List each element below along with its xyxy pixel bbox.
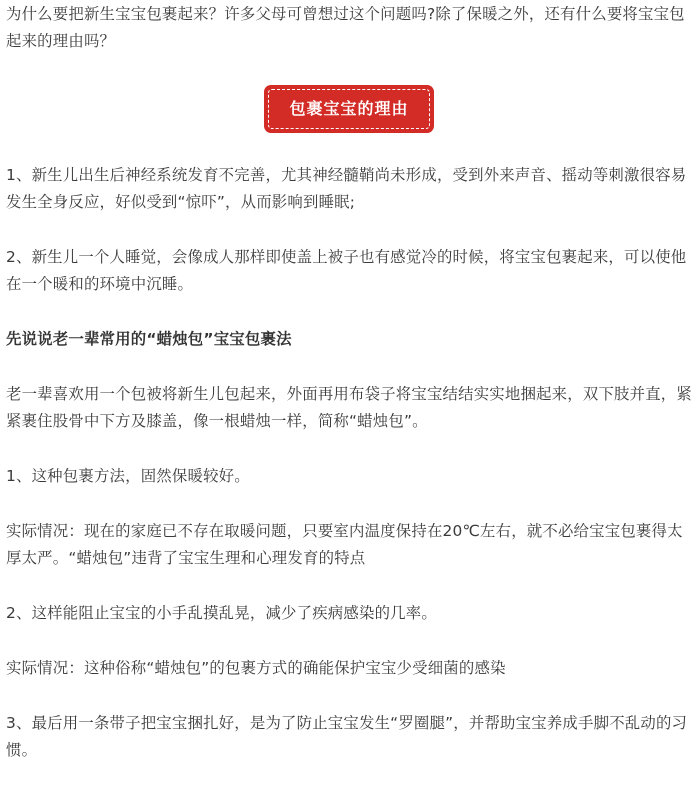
- intro-paragraph: 为什么要把新生宝宝包裹起来？许多父母可曾想过这个问题吗?除了保暖之外，还有什么要将宝宝包起来的理由吗？: [6, 5, 685, 50]
- section-heading: 先说说老一辈常用的“蜡烛包”宝宝包裹法: [6, 330, 292, 348]
- point-paragraph-2: 实际情况：现在的家庭已不存在取暖问题，只要室内温度保持在20℃左右，就不必给宝宝包裹得太厚太严。“蜡烛包”违背了宝宝生理和心理发育的特点: [6, 522, 683, 567]
- section-badge: [265, 86, 432, 132]
- point-paragraph-1: 1、这种包裹方法，固然保暖较好。: [6, 467, 250, 485]
- candle-intro-paragraph: 老一辈喜欢用一个包被将新生儿包起来，外面再用布袋子将宝宝结结实实地捆起来，双下肢并直，紧紧裹住股骨中下方及膝盖，像一根蜡烛一样，简称“蜡烛包”。: [6, 385, 692, 430]
- point-paragraph-3: 2、这样能阻止宝宝的小手乱摸乱晃，减少了疾病感染的几率。: [6, 604, 437, 622]
- section-badge-row: [6, 86, 692, 138]
- point-paragraph-4: 实际情况：这种俗称“蜡烛包”的包裹方式的确能保护宝宝少受细菌的感染: [6, 659, 506, 677]
- point-paragraph-5: 3、最后用一条带子把宝宝捆扎好，是为了防止宝宝发生“罗圈腿”，并帮助宝宝养成手脚不乱动的习惯。: [6, 714, 688, 759]
- reason-paragraph-2: 2、新生儿一个人睡觉，会像成人那样即使盖上被子也有感觉冷的时候，将宝宝包裹起来，可以使他在一个暖和的环境中沉睡。: [6, 248, 687, 293]
- reason-paragraph-1: 1、新生儿出生后神经系统发育不完善，尤其神经髓鞘尚未形成，受到外来声音、摇动等刺激很容易发生全身反应，好似受到“惊吓”，从而影响到睡眠;: [6, 166, 687, 211]
- section-badge-label: 包裹宝宝的理由: [268, 89, 429, 129]
